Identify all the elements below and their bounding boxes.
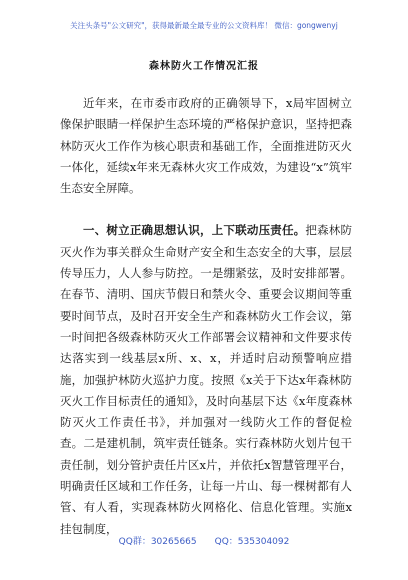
document-body [60, 93, 352, 540]
document-title: 森林防火工作情况汇报 [149, 61, 259, 72]
section-heading: 一、树立正确思想认识，上下联动压责任。 [83, 223, 306, 238]
paragraph-text: 把森林防灭火作为事关群众生命财产安全和生态安全的大事，层层传导压力，人人参与防控。一是绷紧弦，及时安排部署。在春节、清明、国庆节假日和禁火令、重要会议期间等重要时间节点，及时召开安全生产和森林防火工作会议，第一时间把各级森林防灭火工作部署会议精神和文件要求传达落实到一线基层x所、x、x，并适时启动预警响应措施，加强护林防火巡护力度。按照《x关于下达x年森林防灭火工作目标责任的通知》，及时向基层下达《x年度森林防灭火工作责任书》，并加强对一线防火工作的督促检查。二是建机制，筑牢责任链条。实行森林防火划片包干责任制，划分管护责任片区x片，并依托x智慧管理平台，明确责任区域和工作任务，让每一片山、每一棵树都有人管、有人看，实现森林防火网格化、信息化管理。实施x挂包制度， [60, 223, 353, 536]
footer-qq: QQ：535304092 [214, 537, 290, 547]
section-one-paragraph [60, 220, 352, 539]
paragraph-text: 近年来，在市委市政府的正确领导下，x局牢固树立像保护眼睛一样保护生态环境的严格保护意识，坚持把森林防灭火工作作为核心职责和基础工作，全面推进防灭火一体化，延续x年来无森林火灾工作成效，为建设“x”筑牢生态安全屏障。 [60, 96, 352, 196]
footer-contact [0, 534, 408, 547]
header-notice: 关注头条号"公文研究"，获得最新最全最专业的公文资料库！ 微信：gongwenyj [70, 21, 338, 30]
footer-qq-group: QQ群：30265665 [118, 537, 197, 547]
intro-paragraph [60, 93, 352, 199]
